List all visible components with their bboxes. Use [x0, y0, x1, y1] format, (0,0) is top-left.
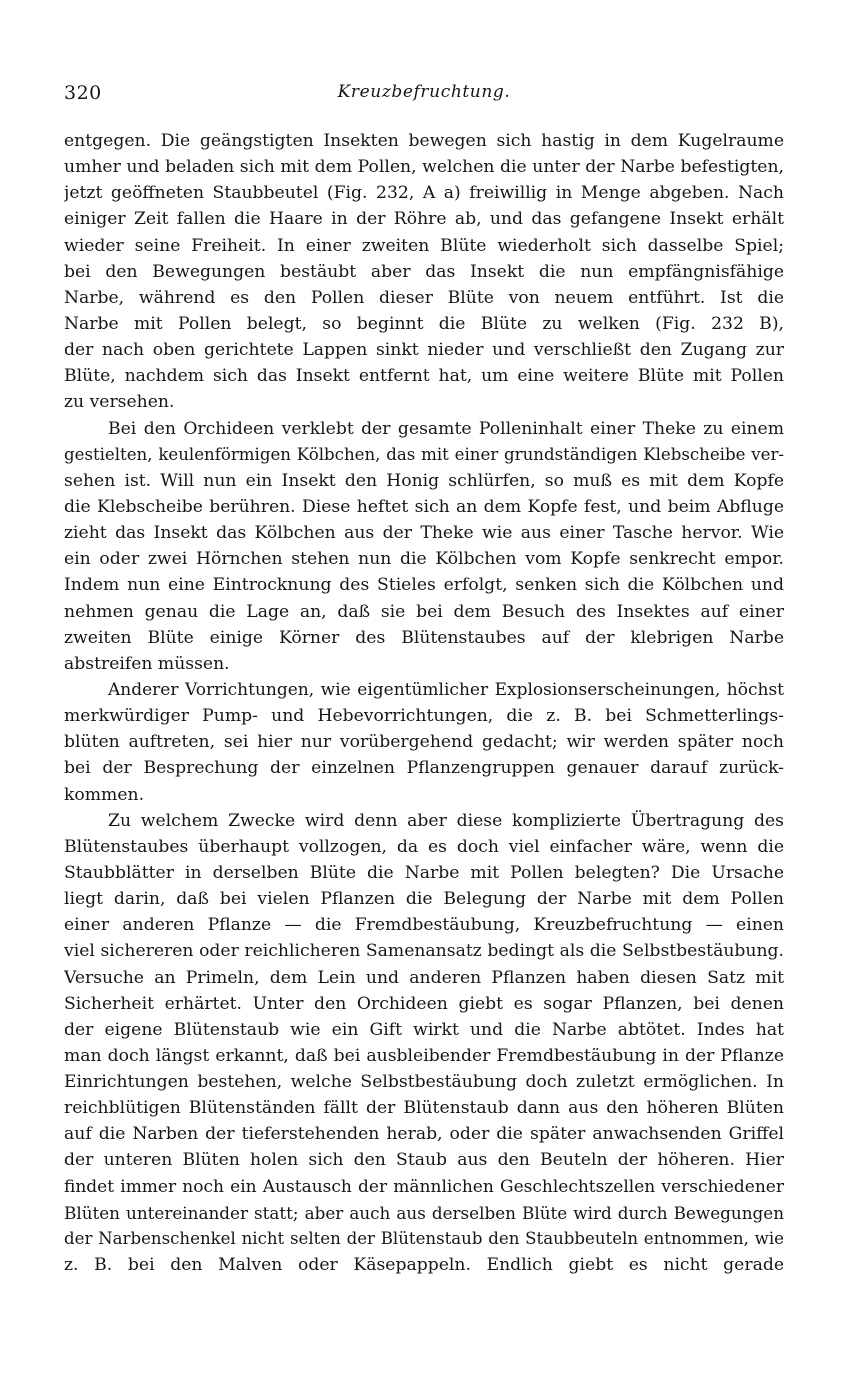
text-line: umher und beladen sich mit dem Pollen, welchen die unter der Narbe befestigten, — [64, 157, 784, 178]
running-head — [64, 78, 784, 110]
text-line: man doch längst erkannt, daß bei ausbleibender Fremdbestäubung in der Pflanze — [64, 1045, 784, 1066]
text-line: Blüte, nachdem sich das Insekt entfernt hat, um eine weitere Blüte mit Pollen — [64, 366, 784, 387]
text-line: z. B. bei den Malven oder Käsepappeln. Endlich giebt es nicht gerade — [64, 1255, 784, 1276]
text-line: bei der Besprechung der einzelnen Pflanzengruppen genauer darauf zurück- — [64, 758, 784, 779]
text-line: Narbe mit Pollen belegt, so beginnt die Blüte zu welken (Fig. 232 B), — [64, 313, 784, 334]
body-text — [64, 128, 784, 1278]
text-line: der Narbenschenkel nicht selten der Blütenstaub den Staubbeuteln entnommen, wie — [64, 1228, 784, 1248]
text-line: nehmen genau die Lage an, daß sie bei dem Besuch des Insektes auf einer — [64, 601, 784, 622]
text-line: Staubblätter in derselben Blüte die Narbe mit Pollen belegten? Die Ursache — [64, 862, 784, 883]
text-line: abstreifen müssen. — [64, 653, 230, 674]
text-line: Bei den Orchideen verklebt der gesamte Polleninhalt einer Theke zu einem — [108, 418, 784, 439]
text-line: wieder seine Freiheit. In einer zweiten Blüte wiederholt sich dasselbe Spiel; — [64, 235, 784, 256]
text-line: entgegen. Die geängstigten Insekten bewegen sich hastig in dem Kugelraume — [64, 131, 784, 151]
text-line: kommen. — [64, 784, 145, 805]
text-line: auf die Narben der tieferstehenden herab, oder die später anwachsenden Griffel — [64, 1124, 784, 1145]
text-line: liegt darin, daß bei vielen Pflanzen die Belegung der Narbe mit dem Pollen — [64, 889, 784, 910]
text-line: findet immer noch ein Austausch der männlichen Geschlechtszellen verschiedener — [64, 1176, 784, 1197]
text-line: Versuche an Primeln, dem Lein und anderen Pflanzen haben diesen Satz mit — [64, 967, 784, 988]
running-title: Kreuzbefruchtung. — [337, 82, 511, 102]
text-line: merkwürdiger Pump- und Hebevorrichtungen, die z. B. bei Schmetterlings- — [64, 706, 784, 727]
text-line: Sicherheit erhärtet. Unter den Orchideen giebt es sogar Pflanzen, bei denen — [64, 993, 784, 1014]
text-line: ein oder zwei Hörnchen stehen nun die Kölbchen vom Kopfe senkrecht empor. — [64, 549, 784, 570]
page-number: 320 — [64, 82, 102, 104]
text-line: zweiten Blüte einige Körner des Blütenstaubes auf der klebrigen Narbe — [64, 627, 784, 648]
text-line: der nach oben gerichtete Lappen sinkt nieder und verschließt den Zugang zur — [64, 340, 784, 361]
text-line: blüten auftreten, sei hier nur vorübergehend gedacht; wir werden später noch — [64, 732, 784, 753]
text-line: Einrichtungen bestehen, welche Selbstbestäubung doch zuletzt ermöglichen. In — [64, 1072, 784, 1093]
text-line: viel sichereren oder reichlicheren Samenansatz bedingt als die Selbstbestäubung. — [64, 941, 784, 962]
text-line: der unteren Blüten holen sich den Staub aus den Beuteln der höheren. Hier — [64, 1150, 784, 1171]
text-line: die Klebscheibe berühren. Diese heftet sich an dem Kopfe fest, und beim Abfluge — [64, 496, 784, 517]
text-line: sehen ist. Will nun ein Insekt den Honig schlürfen, so muß es mit dem Kopfe — [64, 470, 784, 491]
text-line: einiger Zeit fallen die Haare in der Röhre ab, und das gefangene Insekt erhält — [64, 209, 784, 230]
text-line: zieht das Insekt das Kölbchen aus der Theke wie aus einer Tasche hervor. Wie — [64, 523, 784, 544]
text-line: Blütenstaubes überhaupt vollzogen, da es doch viel einfacher wäre, wenn die — [64, 836, 784, 857]
text-line: zu versehen. — [64, 392, 175, 413]
text-line: Narbe, während es den Pollen dieser Blüte von neuem entführt. Ist die — [64, 287, 784, 308]
text-line: Indem nun eine Eintrocknung des Stieles erfolgt, senken sich die Kölbchen und — [64, 575, 784, 596]
text-line: bei den Bewegungen bestäubt aber das Insekt die nun empfängnisfähige — [64, 261, 784, 282]
text-line: der eigene Blütenstaub wie ein Gift wirkt und die Narbe abtötet. Indes hat — [64, 1019, 784, 1040]
text-line: reichblütigen Blütenständen fällt der Blütenstaub dann aus den höheren Blüten — [64, 1098, 784, 1119]
text-line: Anderer Vorrichtungen, wie eigentümlicher Explosionserscheinungen, höchst — [108, 679, 784, 700]
text-line: Blüten untereinander statt; aber auch aus derselben Blüte wird durch Bewegungen — [64, 1202, 784, 1223]
text-line: einer anderen Pflanze — die Fremdbestäubung, Kreuzbefruchtung — einen — [64, 915, 784, 936]
text-line: Zu welchem Zwecke wird denn aber diese komplizierte Übertragung des — [108, 810, 784, 831]
text-line: jetzt geöffneten Staubbeutel (Fig. 232, A a) freiwillig in Menge abgeben. Nach — [64, 183, 784, 204]
text-line: gestielten, keulenförmigen Kölbchen, das mit einer grundständigen Klebscheibe ver- — [64, 444, 784, 464]
